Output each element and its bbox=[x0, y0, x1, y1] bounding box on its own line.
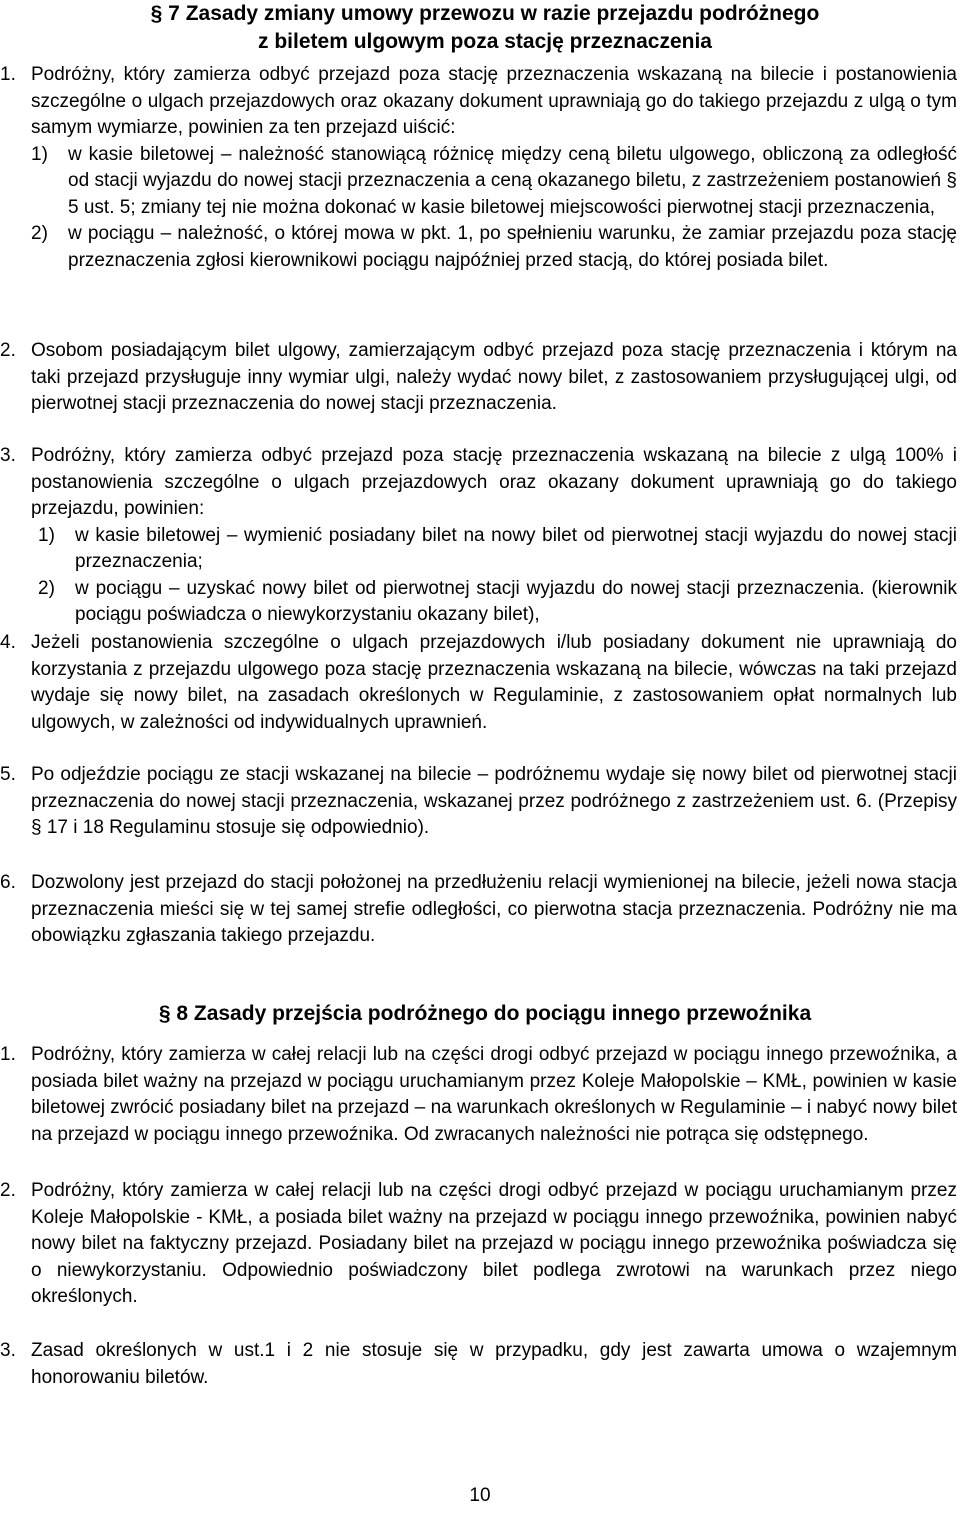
section-7-item-4 bbox=[0, 630, 960, 736]
item-number: 6. bbox=[0, 872, 16, 893]
item-text: Dozwolony jest przejazd do stacji położonej na przedłużeniu relacji wymienionej na bilecie, jeżeli nowa stacja przeznaczenia mieści się w tej samej strefie odległości, co pierwotna stacja przeznaczenia. Podróżny nie ma obowiązku zgłaszania takiego przejazdu. bbox=[31, 872, 957, 946]
section-7-title-line-2: z biletem ulgowym poza stację przeznaczenia bbox=[258, 30, 712, 53]
subitem-number: 1) bbox=[38, 524, 55, 546]
section-7-item-6 bbox=[0, 870, 960, 950]
subitem-text: w kasie biletowej – wymienić posiadany bilet na nowy bilet od pierwotnej stacji wyjazdu do nowej stacji przeznaczenia; bbox=[75, 524, 957, 572]
section-8-title: § 8 Zasady przejścia podróżnego do pociągu innego przewoźnika bbox=[158, 1002, 812, 1025]
section-8-item-2 bbox=[0, 1178, 960, 1311]
item-text: Po odjeździe pociągu ze stacji wskazanej na bilecie – podróżnemu wydaje się nowy bilet od pierwotnej stacji przeznaczenia do nowej stacji przeznaczenia, wskazanej przez podróżnego z zastrzeżeniem ust. 6. (Przepisy § 17 i 18 Regulaminu stosuje się odpowiednio). bbox=[31, 764, 957, 838]
section-7-item-5 bbox=[0, 762, 960, 842]
section-8-item-1 bbox=[0, 1042, 960, 1148]
section-7-item-1 bbox=[0, 62, 960, 274]
section-7-heading bbox=[60, 0, 910, 56]
page-number: 10 bbox=[469, 1485, 491, 1506]
section-8-heading bbox=[60, 1000, 910, 1028]
subitem-text: w kasie biletowej – należność stanowiącą różnicę między ceną biletu ulgowego, obliczoną za odległość od stacji wyjazdu do nowej stacji przeznaczenia a ceną okazanego biletu, z zastrzeżeniem postanowień § 5 ust. 5; zmiany tej nie można dokonać w kasie biletowej miejscowości pierwotnej stacji przeznaczenia, bbox=[68, 143, 957, 218]
item-text: Podróżny, który zamierza w całej relacji lub na części drogi odbyć przejazd w pociągu innego przewoźnika, a posiada bilet ważny na przejazd w pociągu uruchamianym przez Koleje Małopolskie – KMŁ, powinien w kasie biletowej zwrócić posiadany bilet na przejazd – na warunkach określonych w Regulaminie – i nabyć nowy bilet na przejazd w pociągu innego przewoźnika. Od zwracanych należności nie potrąca się odstępnego. bbox=[31, 1044, 957, 1145]
item-number: 1. bbox=[0, 1044, 16, 1065]
item-number: 2. bbox=[0, 1180, 16, 1201]
item-text: Podróżny, który zamierza w całej relacji lub na części drogi odbyć przejazd w pociągu uruchamianym przez Koleje Małopolskie - KMŁ, a posiada bilet ważny na przejazd w pociągu innego przewoźnika, powinien nabyć nowy bilet na faktyczny przejazd. Posiadany bilet na przejazd w pociągu innego przewoźnika poświadcza się o niewykorzystaniu. Odpowiednio poświadczony bilet podlega zwrotowi na warunkach przez niego określonych. bbox=[31, 1180, 957, 1307]
section-7-item-3 bbox=[0, 443, 960, 629]
section-8-item-3 bbox=[0, 1338, 960, 1391]
item-number: 3. bbox=[0, 1340, 16, 1361]
subitem-text: w pociągu – uzyskać nowy bilet od pierwotnej stacji wyjazdu do nowej stacji przeznaczenia. (kierownik pociągu poświadcza o niewykorzystaniu okazany bilet), bbox=[75, 577, 957, 625]
subitem-number: 2) bbox=[31, 223, 48, 244]
item-number: 5. bbox=[0, 764, 16, 785]
subitem-number: 2) bbox=[38, 577, 55, 599]
section-7-item-2 bbox=[0, 338, 960, 418]
item-number: 2. bbox=[0, 340, 16, 361]
subitem-number: 1) bbox=[31, 143, 48, 165]
item-number: 1. bbox=[0, 64, 16, 85]
section-7-title-line-1: § 7 Zasady zmiany umowy przewozu w razie przejazdu podróżnego bbox=[150, 2, 820, 25]
item-number: 4. bbox=[0, 632, 16, 653]
item-text: Osobom posiadającym bilet ulgowy, zamierzającym odbyć przejazd poza stację przeznaczenia i którym na taki przejazd przysługuje inny wymiar ulgi, należy wydać nowy bilet, z zastosowaniem przysługującej ulgi, od pierwotnej stacji przeznaczenia do nowej stacji przeznaczenia. bbox=[31, 340, 957, 414]
item-intro: Podróżny, który zamierza odbyć przejazd poza stację przeznaczenia wskazaną na bilecie i postanowienia szczególne o ulgach przejazdowych oraz okazany dokument uprawniają go do takiego przejazdu z ulgą o tym samym wymiarze, powinien za ten przejazd uiścić: bbox=[31, 64, 957, 138]
item-text: Jeżeli postanowienia szczególne o ulgach przejazdowych i/lub posiadany dokument nie uprawniają do korzystania z przejazdu ulgowego poza stację przeznaczenia wskazaną na bilecie, wówczas na taki przejazd wydaje się nowy bilet, na zasadach określonych w Regulaminie, z zastosowaniem opłat normalnych lub ulgowych, w zależności od indywidualnych uprawnień. bbox=[31, 632, 957, 733]
item-text: Zasad określonych w ust.1 i 2 nie stosuje się w przypadku, gdy jest zawarta umowa o wzajemnym honorowaniu biletów. bbox=[31, 1340, 957, 1388]
subitem-text: w pociągu – należność, o której mowa w pkt. 1, po spełnieniu warunku, że zamiar przejazdu poza stację przeznaczenia zgłosi kierownikowi pociągu najpóźniej przed stacją, do której posiada bilet. bbox=[68, 223, 957, 271]
item-number: 3. bbox=[0, 445, 16, 466]
item-intro: Podróżny, który zamierza odbyć przejazd poza stację przeznaczenia wskazaną na bilecie z ulgą 100% i postanowienia szczególne o ulgach przejazdowych oraz okazany dokument uprawniają go do takiego przejazdu, powinien: bbox=[31, 445, 957, 519]
